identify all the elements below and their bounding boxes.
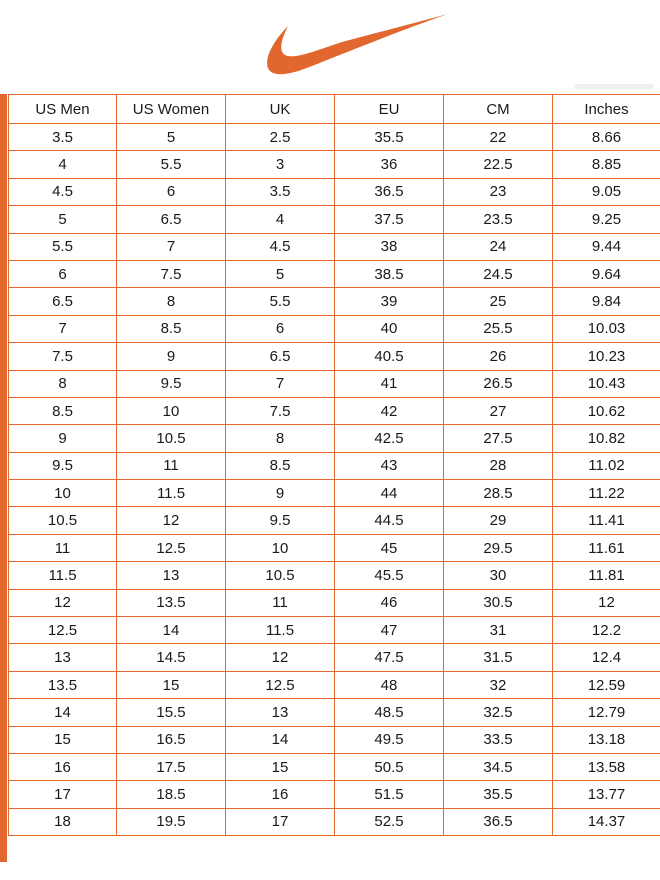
- cell-us-women: 13.5: [117, 589, 226, 616]
- cell-eu: 40.5: [335, 343, 444, 370]
- cell-uk: 2.5: [226, 124, 335, 151]
- cell-inches: 8.66: [553, 124, 660, 151]
- cell-uk: 3: [226, 151, 335, 178]
- cell-inches: 11.22: [553, 480, 660, 507]
- table-row: [9, 480, 660, 507]
- cell-inches: 9.25: [553, 206, 660, 233]
- cell-us-women: 5.5: [117, 151, 226, 178]
- cell-us-men: 7.5: [9, 343, 117, 370]
- cell-uk: 12.5: [226, 671, 335, 698]
- cell-us-women: 12: [117, 507, 226, 534]
- cell-cm: 22: [444, 124, 553, 151]
- cell-cm: 32.5: [444, 699, 553, 726]
- cell-inches: 11.81: [553, 562, 660, 589]
- table-row: [9, 726, 660, 753]
- cell-inches: 9.44: [553, 233, 660, 260]
- cell-eu: 41: [335, 370, 444, 397]
- cell-cm: 26: [444, 343, 553, 370]
- table-row: [9, 288, 660, 315]
- cell-uk: 11.5: [226, 617, 335, 644]
- cell-eu: 38: [335, 233, 444, 260]
- cell-eu: 48: [335, 671, 444, 698]
- cell-eu: 36.5: [335, 178, 444, 205]
- table-row: [9, 589, 660, 616]
- cell-inches: 12: [553, 589, 660, 616]
- cell-us-men: 11.5: [9, 562, 117, 589]
- table-row: [9, 233, 660, 260]
- table-row: [9, 781, 660, 808]
- cell-us-men: 3.5: [9, 124, 117, 151]
- cell-eu: 35.5: [335, 124, 444, 151]
- table-body: [9, 124, 660, 836]
- header-us-women: US Women: [117, 95, 226, 124]
- table-row: [9, 425, 660, 452]
- cell-us-women: 19.5: [117, 808, 226, 835]
- cell-inches: 10.82: [553, 425, 660, 452]
- swoosh-icon: [262, 10, 452, 78]
- cell-inches: 10.43: [553, 370, 660, 397]
- cell-us-men: 10: [9, 480, 117, 507]
- cell-us-women: 9: [117, 343, 226, 370]
- cell-inches: 11.02: [553, 452, 660, 479]
- cell-cm: 25: [444, 288, 553, 315]
- header-us-men: US Men: [9, 95, 117, 124]
- cell-us-women: 13: [117, 562, 226, 589]
- accent-bar: [0, 94, 7, 862]
- table-row: [9, 397, 660, 424]
- cell-eu: 47: [335, 617, 444, 644]
- table-row: [9, 343, 660, 370]
- cell-cm: 28.5: [444, 480, 553, 507]
- cell-us-men: 11: [9, 534, 117, 561]
- cell-cm: 25.5: [444, 315, 553, 342]
- cell-uk: 4: [226, 206, 335, 233]
- table-row: [9, 808, 660, 835]
- cell-uk: 5.5: [226, 288, 335, 315]
- cell-us-women: 17.5: [117, 753, 226, 780]
- cell-inches: 12.59: [553, 671, 660, 698]
- cell-eu: 39: [335, 288, 444, 315]
- table-row: [9, 260, 660, 287]
- cell-inches: 10.23: [553, 343, 660, 370]
- cell-cm: 31.5: [444, 644, 553, 671]
- cell-inches: 13.18: [553, 726, 660, 753]
- cell-inches: 9.05: [553, 178, 660, 205]
- cell-inches: 13.58: [553, 753, 660, 780]
- cell-us-women: 10: [117, 397, 226, 424]
- table-row: [9, 753, 660, 780]
- cell-inches: 10.03: [553, 315, 660, 342]
- cell-inches: 8.85: [553, 151, 660, 178]
- header-eu: EU: [335, 95, 444, 124]
- cell-us-women: 15: [117, 671, 226, 698]
- cell-eu: 48.5: [335, 699, 444, 726]
- table-row: [9, 617, 660, 644]
- cell-uk: 10.5: [226, 562, 335, 589]
- size-chart-table: [8, 94, 660, 836]
- table-row: [9, 124, 660, 151]
- cell-us-men: 6: [9, 260, 117, 287]
- table-row: [9, 452, 660, 479]
- cell-eu: 52.5: [335, 808, 444, 835]
- cell-cm: 24.5: [444, 260, 553, 287]
- cell-cm: 30.5: [444, 589, 553, 616]
- cell-eu: 44.5: [335, 507, 444, 534]
- cell-us-men: 17: [9, 781, 117, 808]
- cell-uk: 11: [226, 589, 335, 616]
- table-row: [9, 315, 660, 342]
- cell-us-women: 6: [117, 178, 226, 205]
- cell-us-women: 14: [117, 617, 226, 644]
- cell-eu: 40: [335, 315, 444, 342]
- cell-us-women: 7: [117, 233, 226, 260]
- cell-uk: 6: [226, 315, 335, 342]
- cell-us-men: 13.5: [9, 671, 117, 698]
- table-row: [9, 644, 660, 671]
- table-row: [9, 178, 660, 205]
- brand-header: [0, 0, 660, 92]
- table-row: [9, 151, 660, 178]
- table-row: [9, 699, 660, 726]
- header-cm: CM: [444, 95, 553, 124]
- cell-inches: 12.2: [553, 617, 660, 644]
- cell-us-men: 14: [9, 699, 117, 726]
- cell-eu: 50.5: [335, 753, 444, 780]
- cell-uk: 12: [226, 644, 335, 671]
- cell-us-women: 10.5: [117, 425, 226, 452]
- cell-cm: 29: [444, 507, 553, 534]
- header-row: [9, 95, 660, 124]
- cell-eu: 47.5: [335, 644, 444, 671]
- cell-eu: 51.5: [335, 781, 444, 808]
- cell-cm: 27.5: [444, 425, 553, 452]
- cell-cm: 26.5: [444, 370, 553, 397]
- cell-inches: 12.4: [553, 644, 660, 671]
- table-row: [9, 206, 660, 233]
- cell-us-women: 12.5: [117, 534, 226, 561]
- cell-eu: 45.5: [335, 562, 444, 589]
- cell-us-men: 16: [9, 753, 117, 780]
- cell-eu: 46: [335, 589, 444, 616]
- cell-us-women: 16.5: [117, 726, 226, 753]
- cell-cm: 29.5: [444, 534, 553, 561]
- cell-cm: 35.5: [444, 781, 553, 808]
- cell-uk: 13: [226, 699, 335, 726]
- cell-inches: 9.84: [553, 288, 660, 315]
- cell-uk: 8: [226, 425, 335, 452]
- cell-uk: 14: [226, 726, 335, 753]
- cell-cm: 23: [444, 178, 553, 205]
- cell-uk: 16: [226, 781, 335, 808]
- cell-us-men: 18: [9, 808, 117, 835]
- cell-us-women: 15.5: [117, 699, 226, 726]
- cell-uk: 9: [226, 480, 335, 507]
- cell-us-men: 8: [9, 370, 117, 397]
- cell-us-men: 6.5: [9, 288, 117, 315]
- cell-cm: 30: [444, 562, 553, 589]
- cell-eu: 43: [335, 452, 444, 479]
- cell-us-women: 11: [117, 452, 226, 479]
- cell-uk: 8.5: [226, 452, 335, 479]
- cell-cm: 33.5: [444, 726, 553, 753]
- cell-eu: 45: [335, 534, 444, 561]
- cell-cm: 27: [444, 397, 553, 424]
- header-uk: UK: [226, 95, 335, 124]
- cell-inches: 10.62: [553, 397, 660, 424]
- cell-cm: 22.5: [444, 151, 553, 178]
- cell-cm: 36.5: [444, 808, 553, 835]
- cell-cm: 31: [444, 617, 553, 644]
- cell-eu: 38.5: [335, 260, 444, 287]
- cell-cm: 24: [444, 233, 553, 260]
- cell-us-men: 4.5: [9, 178, 117, 205]
- cell-us-women: 18.5: [117, 781, 226, 808]
- cell-us-women: 5: [117, 124, 226, 151]
- cell-eu: 49.5: [335, 726, 444, 753]
- cell-inches: 13.77: [553, 781, 660, 808]
- cell-us-men: 12.5: [9, 617, 117, 644]
- cell-us-women: 8.5: [117, 315, 226, 342]
- cell-uk: 4.5: [226, 233, 335, 260]
- cell-cm: 28: [444, 452, 553, 479]
- cell-us-women: 11.5: [117, 480, 226, 507]
- cell-uk: 17: [226, 808, 335, 835]
- cell-eu: 42: [335, 397, 444, 424]
- cell-inches: 12.79: [553, 699, 660, 726]
- cell-us-men: 4: [9, 151, 117, 178]
- cell-uk: 5: [226, 260, 335, 287]
- cell-inches: 11.41: [553, 507, 660, 534]
- cell-uk: 7.5: [226, 397, 335, 424]
- table-row: [9, 370, 660, 397]
- table-row: [9, 507, 660, 534]
- cell-us-men: 15: [9, 726, 117, 753]
- cell-inches: 14.37: [553, 808, 660, 835]
- cell-eu: 37.5: [335, 206, 444, 233]
- watermark: [574, 84, 654, 89]
- header-inches: Inches: [553, 95, 660, 124]
- cell-us-men: 7: [9, 315, 117, 342]
- cell-us-men: 8.5: [9, 397, 117, 424]
- cell-eu: 36: [335, 151, 444, 178]
- table-row: [9, 562, 660, 589]
- cell-cm: 23.5: [444, 206, 553, 233]
- cell-inches: 9.64: [553, 260, 660, 287]
- cell-uk: 9.5: [226, 507, 335, 534]
- cell-uk: 7: [226, 370, 335, 397]
- cell-cm: 34.5: [444, 753, 553, 780]
- cell-inches: 11.61: [553, 534, 660, 561]
- cell-us-men: 9.5: [9, 452, 117, 479]
- cell-us-women: 6.5: [117, 206, 226, 233]
- cell-cm: 32: [444, 671, 553, 698]
- cell-uk: 6.5: [226, 343, 335, 370]
- cell-us-men: 13: [9, 644, 117, 671]
- cell-us-women: 9.5: [117, 370, 226, 397]
- cell-eu: 44: [335, 480, 444, 507]
- cell-us-men: 5.5: [9, 233, 117, 260]
- table-row: [9, 671, 660, 698]
- cell-us-men: 9: [9, 425, 117, 452]
- cell-uk: 15: [226, 753, 335, 780]
- cell-eu: 42.5: [335, 425, 444, 452]
- table-row: [9, 534, 660, 561]
- cell-uk: 10: [226, 534, 335, 561]
- cell-uk: 3.5: [226, 178, 335, 205]
- cell-us-women: 8: [117, 288, 226, 315]
- cell-us-men: 12: [9, 589, 117, 616]
- cell-us-women: 7.5: [117, 260, 226, 287]
- cell-us-men: 10.5: [9, 507, 117, 534]
- cell-us-women: 14.5: [117, 644, 226, 671]
- cell-us-men: 5: [9, 206, 117, 233]
